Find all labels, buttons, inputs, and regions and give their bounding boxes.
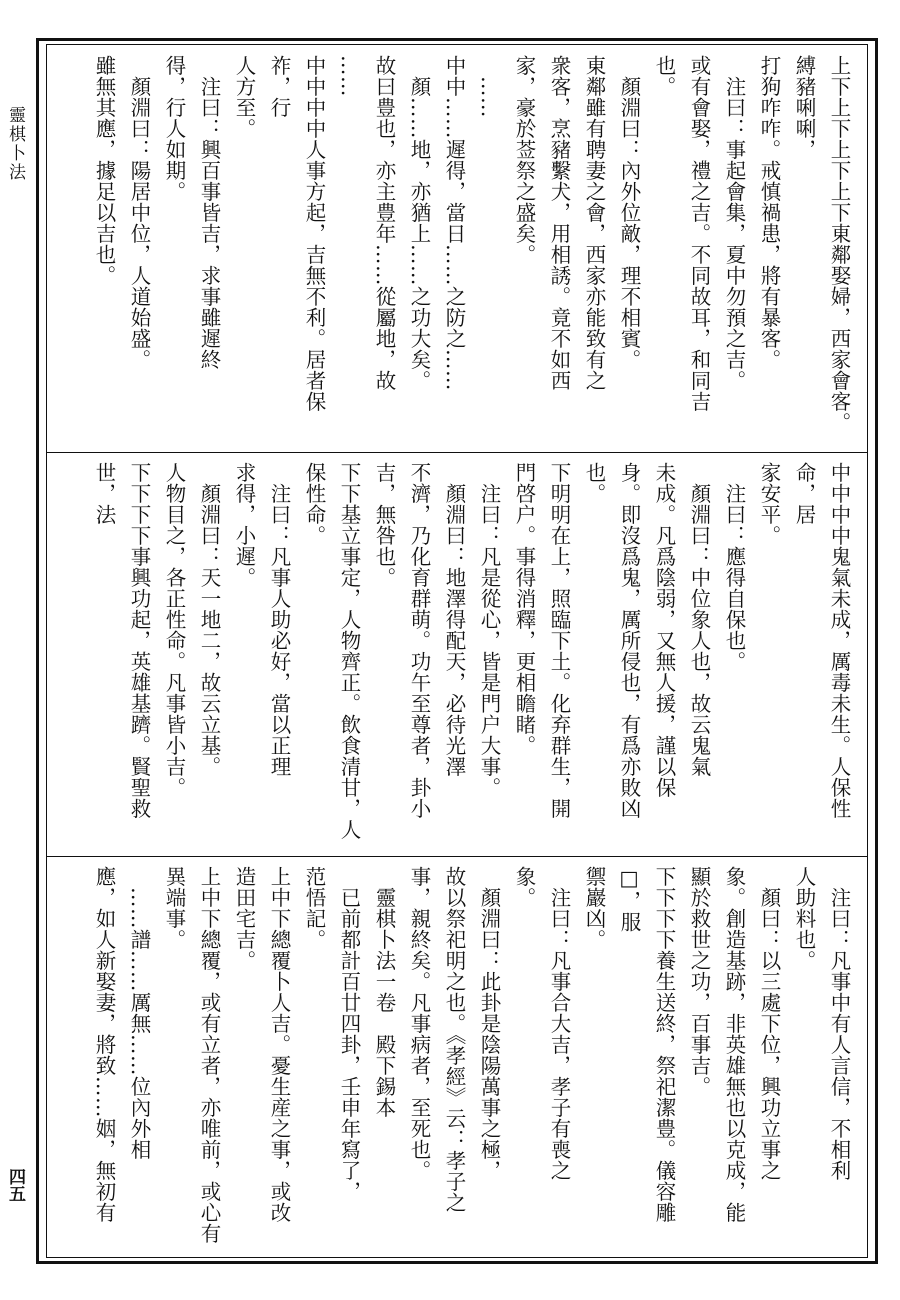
text-column: 注曰：凡是從心，皆是門户大事。 [477,462,501,798]
text-column: 顏淵曰：內外位敵，理不相賓。 [617,55,641,370]
text-column: 顏淵曰：陽居中位，人道始盛。 [127,55,151,370]
text-column: 顏淵曰：此卦是陰陽萬事之極， [477,866,501,1181]
text-column: …… [477,55,501,118]
text-column: 故以祭祀明之也。《孝經》云：孝子之 [442,866,466,1213]
text-column: 家安平。 [757,462,781,546]
text-column: 中中……遲得，當日……之防之…… [442,55,466,391]
text-column: 異端事。 [162,866,186,950]
text-column: 范悟記。 [302,866,326,950]
text-column: 靈棋卜法一卷 殿下錫本 [372,866,396,1118]
text-column: 下下下下事興功起，英雄基躋。賢聖救世，法 [92,462,151,819]
text-column: 注曰：應得自保也。 [722,462,746,672]
text-column: 下下下下養生送終，祭祀潔豊。儀容雕□，服 [617,866,676,1223]
text-column: 中中中中鬼氣未成，厲毒未生。人保性命，居 [792,462,851,819]
margin-page-number: 四五 [5,1168,25,1202]
text-column: 人物目之，各正性命。凡事皆小吉。 [162,462,186,798]
text-panel-bottom [56,866,856,1252]
text-column: 未成。凡爲陰弱，又無人援，謹以保 [652,462,676,798]
text-panel-top [56,55,856,447]
text-column: ……譜……厲無……位內外相 [127,866,151,1160]
panel-divider-bottom [47,856,867,857]
text-column: 打狗咋咋。戒慎禍患，將有暴客。 [757,55,781,370]
text-column: 身。即沒爲鬼，厲所侵也，有爲亦敗凶 [617,462,641,819]
text-column: 上中下總覆，或有立者，亦唯前，或心有 [197,866,221,1244]
text-column: 也。 [582,462,606,504]
text-column: 東鄰雖有聘妻之會，西家亦能致有之 [582,55,606,391]
text-column: 象。創造基跡，非英雄無也以克成，能 [722,866,746,1223]
text-column: 故曰豊也，亦主豊年……從屬地，故 [372,55,396,391]
text-column: 不濟，乃化育群萌。功午至尊者，卦小 [407,462,431,819]
panel-divider-top [47,452,867,453]
text-column: …… [337,55,361,97]
text-column: 下明明在上，照臨下土。化弃群生，開 [547,462,571,819]
text-column: 已前都計百廿四卦，壬申年寫了， [337,866,361,1202]
text-column: 顏淵曰：天一地二，故云立基。 [197,462,221,777]
text-column: 雖無其應，據足以吉也。 [92,55,116,286]
text-column: 衆客，烹豬繫犬，用相誘。竟不如西 [547,55,571,391]
text-column: 門啓户。事得消釋，更相瞻睹。 [512,462,536,756]
text-column: 或有會娶，禮之吉。不同故耳，和同吉 [687,55,711,412]
text-column: 注曰：凡事合大吉，孝子有喪之 [547,866,571,1181]
text-column: 求得，小遲。 [232,462,256,588]
text-column: 注曰：興百事皆吉，求事雖遲終 [197,55,221,370]
text-column: 得，行人如期。 [162,55,186,202]
text-column: 也。 [652,55,676,97]
margin-book-title: 靈棋卜法 [5,106,25,182]
text-column: 注曰：凡事中有人言信，不相利 [827,866,851,1181]
text-column: 顏淵曰：地澤得配天，必待光澤 [442,462,466,777]
text-column: 事，親終矣。凡事病者，至死也。 [407,866,431,1181]
text-column: 顏曰：以三處下位，興功立事之 [757,866,781,1181]
text-column: 禦巖凶。 [582,866,606,950]
text-column: 人方至。 [232,55,256,139]
text-column: 顏……地，亦猶上……之功大矣。 [407,55,431,391]
text-column: 下下基立事定，人物齊正。飲食清甘，人 [337,462,361,840]
text-column: 顏淵曰：中位象人也，故云鬼氣 [687,462,711,777]
text-column: 顯於救世之功，百事吉。 [687,866,711,1097]
text-column: 注曰：凡事人助必好，當以正理 [267,462,291,777]
text-column: 家，豪於莶祭之盛矣。 [512,55,536,265]
text-column: 象。 [512,866,536,908]
text-column: 注曰：事起會集，夏中勿預之吉。 [722,55,746,391]
text-column: 上下上下上下上下東鄰娶婦，西家會客。縛豬唎唎， [792,55,851,433]
text-column: 上中下總覆卜人吉。憂生産之事，或改 [267,866,291,1223]
text-column: 人助料也。 [792,866,816,971]
text-column: 應，如人新娶妻，將致……姻，無初有 [92,866,116,1223]
text-column: 中中中中人事方起，吉無不利。居者保祚，行 [267,55,326,412]
text-panel-middle [56,462,856,852]
text-column: 保性命。 [302,462,326,546]
text-column: 造田宅吉。 [232,866,256,971]
text-column: 吉，無咎也。 [372,462,396,588]
